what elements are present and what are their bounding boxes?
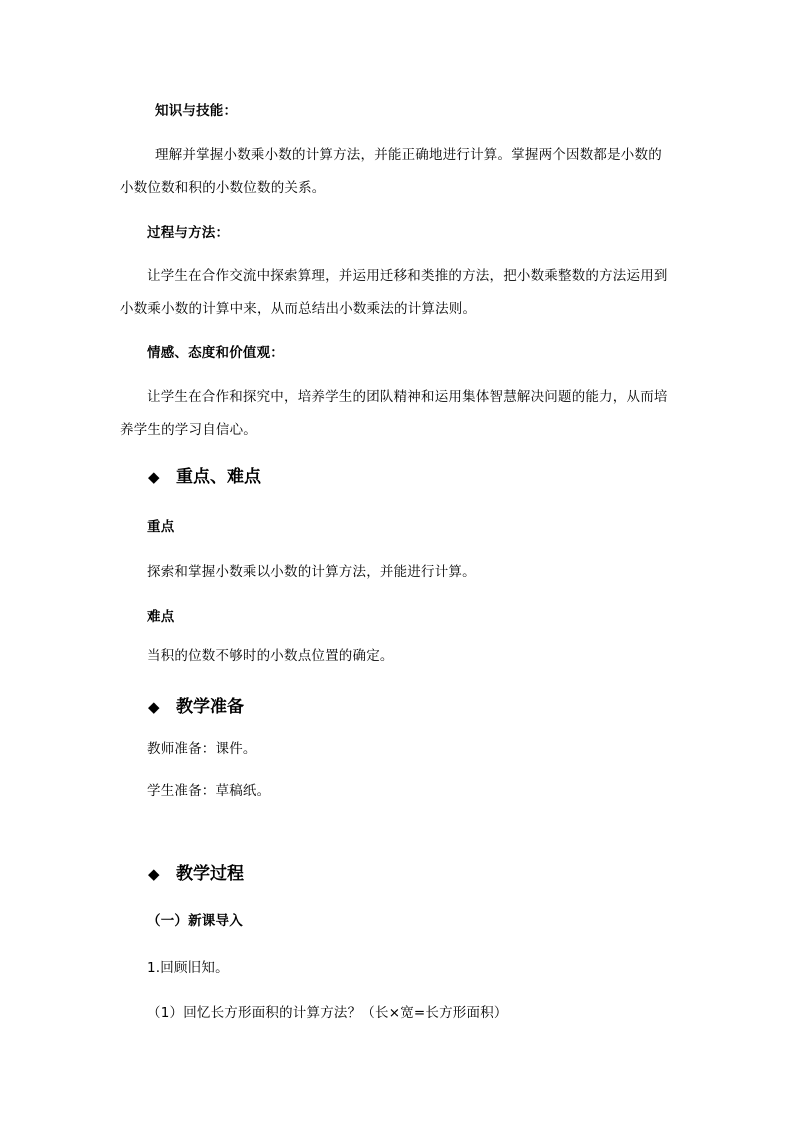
emotion-paragraph-line2: 养学生的学习自信心。 (120, 422, 257, 438)
teaching-prep-title-text: 教学准备 (176, 697, 244, 717)
teaching-process-title-text: 教学过程 (176, 864, 244, 884)
teacher-prep-text: 教师准备：课件。 (147, 741, 257, 757)
process-paragraph-line2: 小数乘小数的计算中来，从而总结出小数乘法的计算法则。 (120, 301, 477, 317)
process-method-heading: 过程与方法： (147, 225, 230, 241)
key-difficulty-title (148, 465, 261, 489)
teaching-process-title (148, 862, 244, 886)
step-1-question-1: （1）回忆长方形面积的计算方法？（长×宽=长方形面积） (147, 1005, 508, 1021)
process-paragraph-line1: 让学生在合作交流中探索算理，并运用迁移和类推的方法，把小数乘整数的方法运用到 (147, 268, 668, 284)
emotion-paragraph-line1: 让学生在合作和探究中，培养学生的团队精神和运用集体智慧解决问题的能力，从而培 (147, 389, 668, 405)
intro-heading: （一）新课导入 (147, 913, 243, 929)
key-point-heading: 重点 (147, 519, 175, 535)
key-difficulty-title-text: 重点、难点 (176, 467, 261, 487)
key-point-text: 探索和掌握小数乘以小数的计算方法，并能进行计算。 (147, 564, 476, 580)
emotion-heading: 情感、态度和价值观： (147, 345, 284, 361)
teaching-prep-title (148, 695, 244, 719)
knowledge-paragraph-line1: 理解并掌握小数乘小数的计算方法，并能正确地进行计算。掌握两个因数都是小数的 (155, 147, 662, 163)
difficulty-text: 当积的位数不够时的小数点位置的确定。 (147, 648, 394, 664)
diamond-bullet-icon: ◆ (148, 865, 160, 883)
diamond-bullet-icon: ◆ (148, 698, 160, 716)
diamond-bullet-icon: ◆ (148, 468, 160, 486)
difficulty-heading: 难点 (147, 609, 175, 625)
knowledge-paragraph-line2: 小数位数和积的小数位数的关系。 (120, 180, 326, 196)
student-prep-text: 学生准备：草稿纸。 (147, 783, 271, 799)
step-1-text: 1.回顾旧知。 (147, 960, 229, 976)
knowledge-heading: 知识与技能： (155, 103, 238, 119)
